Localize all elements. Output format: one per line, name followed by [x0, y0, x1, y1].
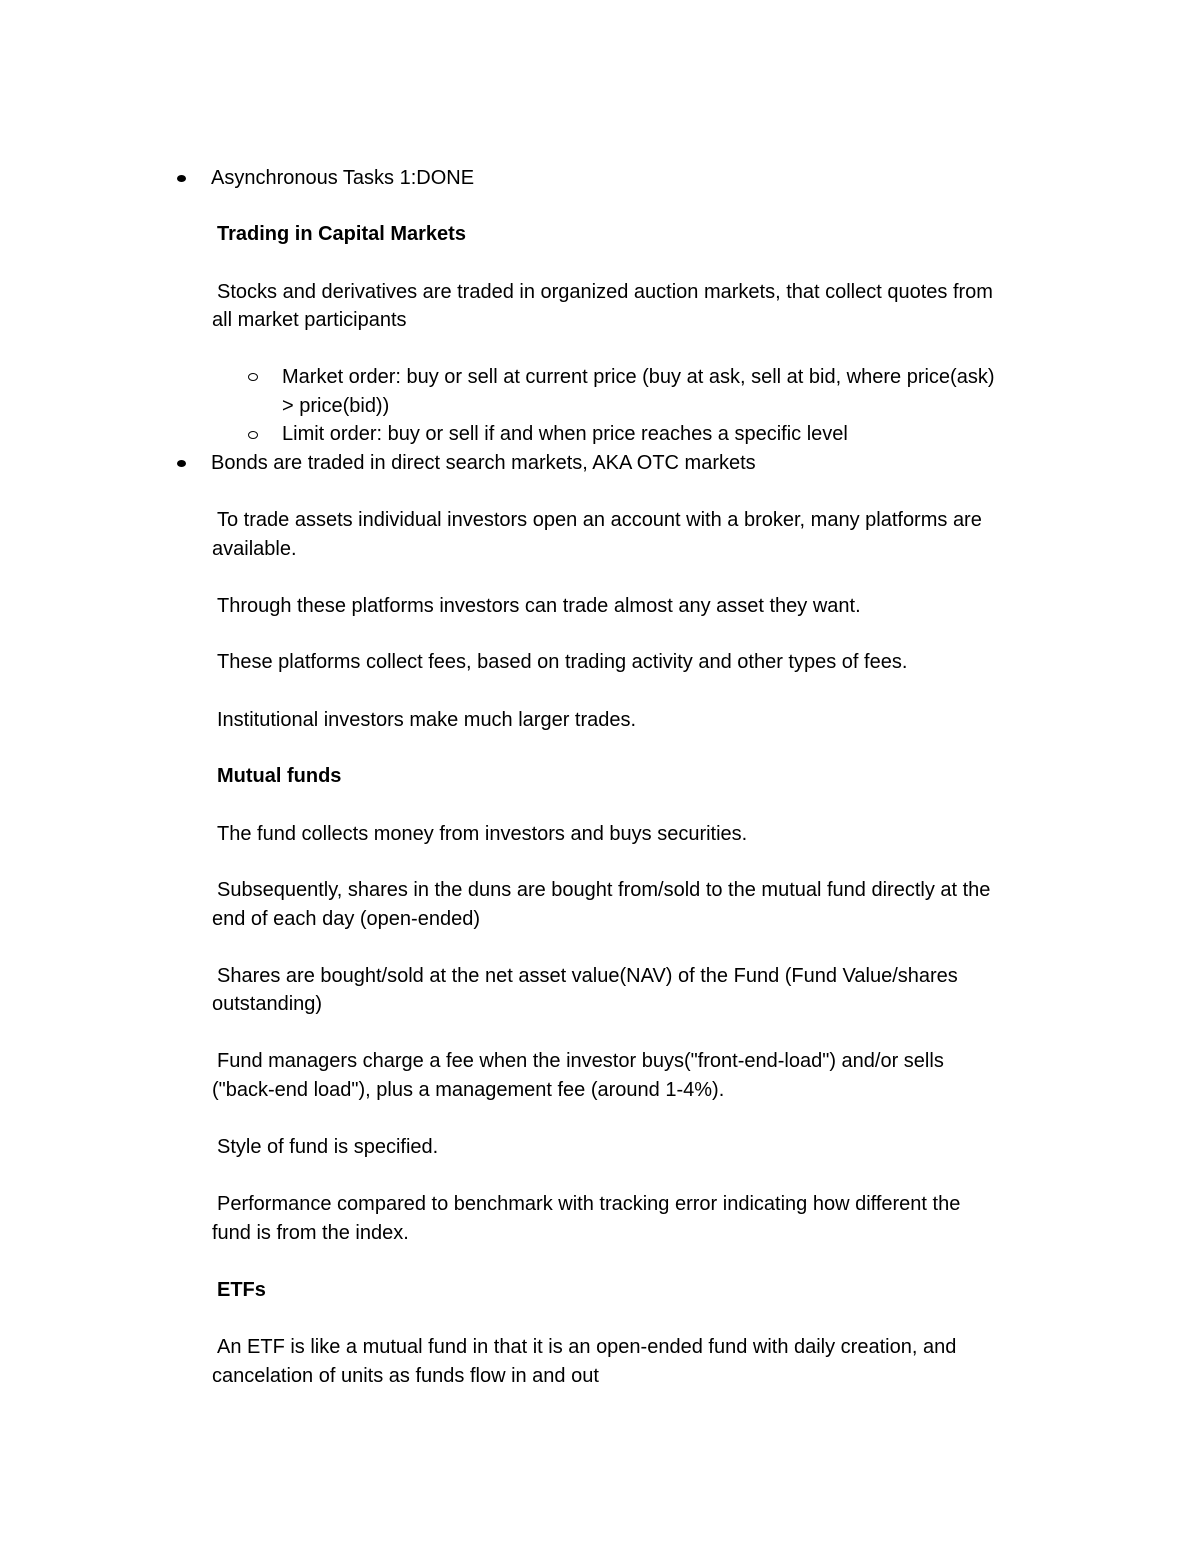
- broker-line2: available.: [212, 538, 297, 560]
- etfs-desc-line1: An ETF is like a mutual fund in that it is an open-ended fund with daily creation, and: [217, 1336, 957, 1358]
- mutual-subsequently-line1: Subsequently, shares in the duns are bought from/sold to the mutual fund directly at the: [217, 879, 991, 901]
- heading-mutual-funds: Mutual funds: [217, 765, 342, 787]
- bullet-bonds-text: Bonds are traded in direct search markets, AKA OTC markets: [211, 452, 756, 474]
- mutual-nav-line1: Shares are bought/sold at the net asset value(NAV) of the Fund (Fund Value/shares: [217, 965, 958, 987]
- trading-intro-line1: Stocks and derivatives are traded in organized auction markets, that collect quotes from: [217, 281, 993, 303]
- platforms-text: Through these platforms investors can trade almost any asset they want.: [217, 595, 861, 617]
- market-order-line1: Market order: buy or sell at current price (buy at ask, sell at bid, where price(ask): [282, 366, 995, 388]
- trading-intro-line2: all market participants: [212, 309, 407, 331]
- heading-etfs: ETFs: [217, 1279, 266, 1301]
- mutual-collects-text: The fund collects money from investors and buys securities.: [217, 823, 748, 845]
- bullet-dot-icon: [177, 460, 186, 467]
- mutual-performance-line2: fund is from the index.: [212, 1222, 409, 1244]
- mutual-fee-line2: ("back-end load"), plus a management fee (around 1-4%).: [212, 1079, 725, 1101]
- fees-text: These platforms collect fees, based on trading activity and other types of fees.: [217, 651, 908, 673]
- bullet-dot-icon: [177, 175, 186, 182]
- broker-line1: To trade assets individual investors open an account with a broker, many platforms are: [217, 509, 982, 531]
- market-order-line2: > price(bid)): [282, 395, 390, 417]
- limit-order-text: Limit order: buy or sell if and when price reaches a specific level: [282, 423, 848, 445]
- mutual-performance-line1: Performance compared to benchmark with tracking error indicating how different the: [217, 1193, 961, 1215]
- etfs-desc-line2: cancelation of units as funds flow in and out: [212, 1365, 599, 1387]
- bullet-circle-icon: [248, 431, 258, 439]
- mutual-fee-line1: Fund managers charge a fee when the investor buys("front-end-load") and/or sells: [217, 1050, 944, 1072]
- institutional-text: Institutional investors make much larger trades.: [217, 709, 637, 731]
- mutual-subsequently-line2: end of each day (open-ended): [212, 908, 480, 930]
- heading-trading: Trading in Capital Markets: [217, 223, 466, 245]
- mutual-nav-line2: outstanding): [212, 993, 323, 1015]
- bullet-circle-icon: [248, 373, 258, 381]
- mutual-style-text: Style of fund is specified.: [217, 1136, 439, 1158]
- bullet-tasks-text: Asynchronous Tasks 1:DONE: [211, 167, 475, 189]
